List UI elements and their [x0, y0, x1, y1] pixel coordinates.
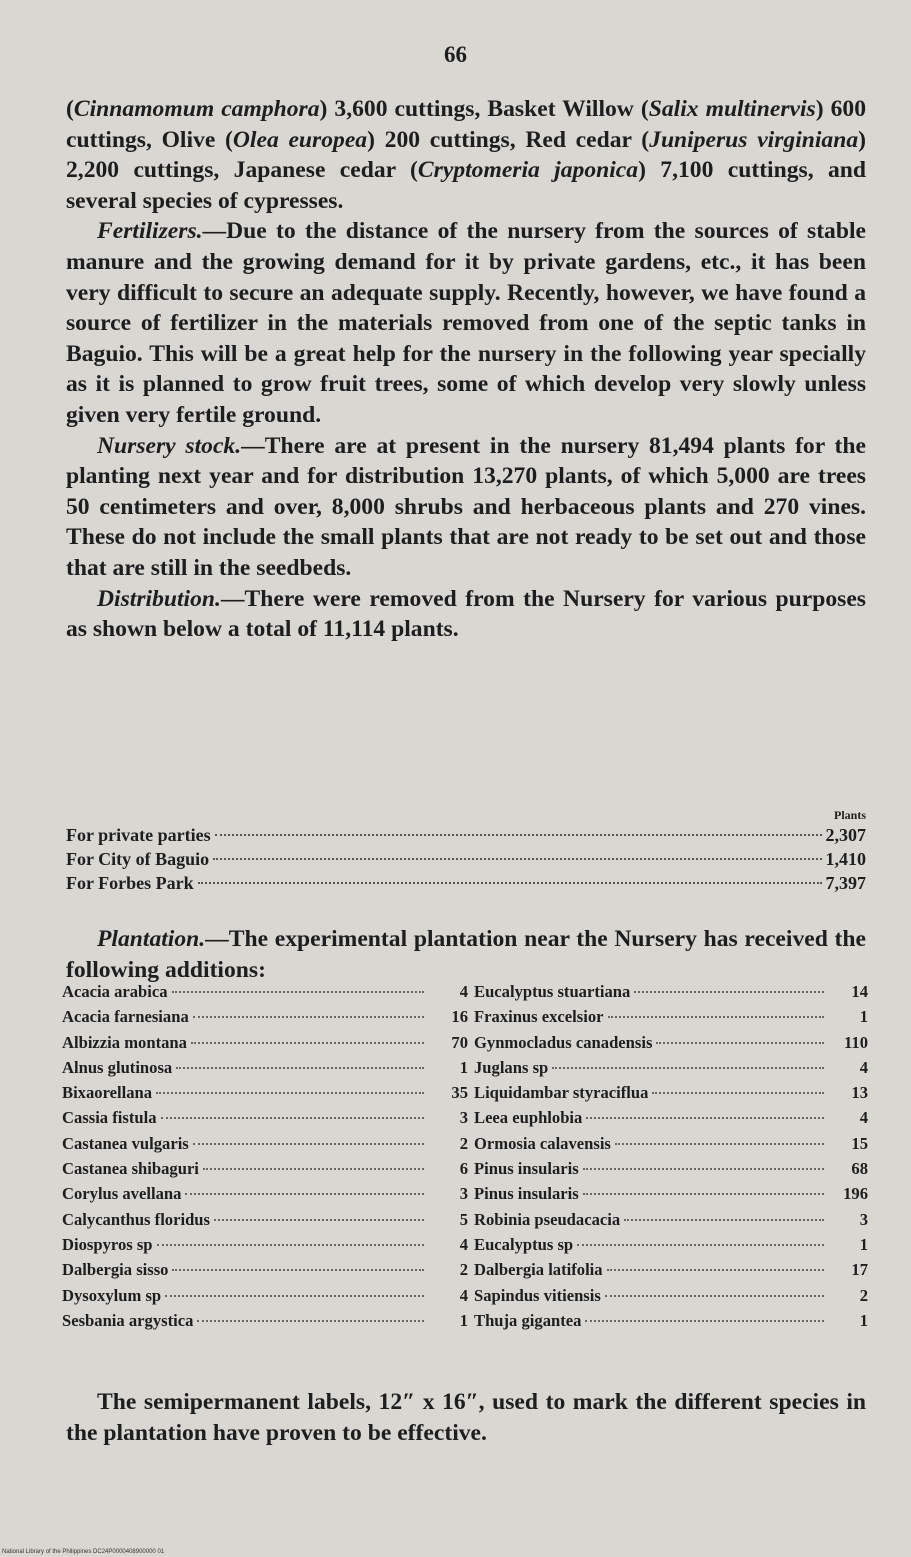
intro-text: ) 3,600 cuttings, Basket Willow ( — [319, 96, 649, 122]
species-count: 4 — [459, 1285, 468, 1305]
species-count: 35 — [451, 1083, 468, 1103]
species-name: Diospyros sp — [62, 1234, 153, 1254]
species-row — [62, 1181, 468, 1206]
species-count: 1 — [459, 1310, 468, 1330]
species-count: 3 — [459, 1184, 468, 1204]
distribution-column-header: Plants — [833, 808, 866, 822]
dot-leader — [213, 858, 821, 860]
dot-leader — [605, 1295, 824, 1297]
species-name: Liquidambar styraciflua — [474, 1083, 649, 1103]
species-name: Cinnamomum camphora — [73, 96, 320, 122]
nursery-stock-body: —There are at present in the nursery 81,494 plants for the planting next year and for distribution 13,270 plants, of which 5,000 are trees 50 centimeters and over, 8,000 shrubs and herbaceous plants and 270 vines. These do not include the small plants that are not ready to be set out and those that are still in the seedbeds. — [66, 432, 867, 581]
distribution-heading: Distribution. — [97, 585, 221, 612]
dot-leader — [583, 1168, 824, 1170]
species-name: Cryptomeria japonica — [417, 157, 639, 184]
dot-leader — [197, 1320, 424, 1322]
species-row — [468, 1257, 868, 1282]
dot-leader — [608, 1016, 824, 1018]
species-count: 1 — [859, 1234, 868, 1254]
species-row — [468, 1080, 868, 1105]
species-row — [468, 1181, 868, 1206]
distribution-label: For private parties — [66, 825, 211, 845]
closing-text — [66, 1387, 866, 1449]
dot-leader — [586, 1117, 824, 1119]
species-count: 2 — [459, 1133, 468, 1153]
species-count: 2 — [859, 1285, 868, 1305]
species-row — [62, 1156, 468, 1181]
species-count: 4 — [859, 1108, 868, 1128]
species-name: Robinia pseudacacia — [474, 1209, 621, 1229]
species-name: Thuja gigantea — [474, 1310, 582, 1330]
species-row — [468, 1131, 868, 1156]
species-column-left — [62, 979, 468, 1333]
species-count: 5 — [459, 1209, 468, 1229]
fertilizers-paragraph — [66, 216, 866, 430]
page-number: 66 — [444, 42, 467, 67]
species-count: 2 — [459, 1260, 468, 1280]
fertilizers-body: —Due to the distance of the nursery from the sources of stable manure and the growing demand for it by private gardens, etc., it has been very difficult to secure an adequate supply. Recently, however, we have found a source of fertilizer in the materials removed from one of the septic tanks in Baguio. This will be a great help for the nursery in the following year specially as it is planned to grow fruit trees, some of which develop very slowly unless given very fertile ground. — [66, 218, 866, 428]
species-name: Alnus glutinosa — [62, 1057, 173, 1077]
distribution-value: 2,307 — [825, 825, 866, 845]
intro-text: ) 600 cuttings, Olive ( — [66, 96, 866, 153]
species-row — [62, 1080, 468, 1105]
species-count: 4 — [459, 1234, 468, 1254]
dot-leader — [198, 882, 822, 884]
species-name: Gynmocladus canadensis — [474, 1032, 653, 1052]
species-row — [468, 1055, 868, 1080]
species-name: Leea euphlobia — [474, 1108, 583, 1128]
intro-text: ) 2,200 cuttings, Japanese cedar ( — [66, 126, 867, 184]
species-table — [62, 979, 868, 1333]
species-name: Castanea vulgaris — [62, 1133, 189, 1153]
species-name: Sapindus vitiensis — [474, 1285, 601, 1305]
species-count: 1 — [859, 1007, 868, 1027]
dot-leader — [172, 1269, 424, 1271]
species-row — [62, 1004, 468, 1029]
species-name: Ormosia calavensis — [474, 1133, 611, 1153]
dot-leader — [656, 1042, 824, 1044]
body-text — [66, 94, 866, 645]
species-name: Pinus insularis — [474, 1184, 579, 1204]
dot-leader — [624, 1219, 824, 1221]
species-row — [468, 1030, 868, 1055]
distribution-row — [66, 871, 866, 895]
species-row — [468, 1308, 868, 1333]
dot-leader — [634, 991, 824, 993]
dot-leader — [214, 1219, 424, 1221]
intro-paragraph — [66, 94, 866, 216]
distribution-body: —There were removed from the Nursery for various purposes as shown below a total of 11,114 plants. — [66, 585, 866, 643]
species-name: Dysoxylum sp — [62, 1285, 162, 1305]
closing-paragraph: The semipermanent labels, 12″ x 16″, used to mark the different species in the plantation have proven to be effective. — [66, 1389, 866, 1446]
species-row — [62, 1308, 468, 1333]
dot-leader — [215, 834, 822, 836]
species-row — [62, 1131, 468, 1156]
dot-leader — [607, 1269, 824, 1271]
fertilizers-heading: Fertilizers. — [97, 218, 203, 245]
dot-leader — [193, 1143, 424, 1145]
species-row — [62, 1105, 468, 1130]
species-count: 16 — [451, 1007, 468, 1027]
dot-leader — [156, 1092, 424, 1094]
species-count: 68 — [851, 1159, 868, 1179]
plantation-body: —The experimental plantation near the Nursery has received the following additions: — [66, 926, 866, 983]
distribution-table — [66, 807, 866, 895]
dot-leader — [577, 1244, 824, 1246]
nursery-stock-heading: Nursery stock. — [97, 432, 242, 459]
species-name: Eucalyptus sp — [474, 1234, 574, 1254]
species-count: 196 — [843, 1184, 868, 1204]
dot-leader — [203, 1168, 424, 1170]
species-count: 13 — [851, 1083, 868, 1103]
dot-leader — [185, 1193, 424, 1195]
species-count: 4 — [859, 1057, 868, 1077]
dot-leader — [165, 1295, 424, 1297]
species-count: 14 — [851, 982, 868, 1001]
species-name: Acacia farnesiana — [62, 1007, 189, 1027]
dot-leader — [585, 1320, 824, 1322]
intro-text: ) 7,100 cuttings, and several species of cypresses. — [66, 157, 867, 214]
species-count: 17 — [851, 1260, 868, 1280]
distribution-value: 1,410 — [825, 849, 866, 869]
nursery-stock-paragraph — [66, 431, 866, 584]
species-name: Olea europea — [232, 126, 368, 153]
species-name: Juniperus virginiana — [649, 126, 859, 153]
species-count: 1 — [859, 1310, 868, 1330]
species-name: Dalbergia latifolia — [474, 1260, 603, 1280]
species-count: 3 — [459, 1108, 468, 1128]
species-row — [468, 1004, 868, 1029]
dot-leader — [157, 1244, 424, 1246]
species-name: Albizzia montana — [62, 1032, 187, 1052]
plantation-heading: Plantation. — [97, 926, 206, 952]
distribution-label: For Forbes Park — [66, 873, 194, 893]
species-row — [468, 1232, 868, 1257]
species-row — [62, 1232, 468, 1257]
library-credit: National Library of the Philippines DC24P0000408900000 01 — [2, 1549, 165, 1555]
distribution-paragraph — [66, 584, 866, 645]
species-name: Bixaorellana — [62, 1083, 153, 1103]
species-name: Juglans sp — [474, 1057, 549, 1077]
dot-leader — [552, 1067, 824, 1069]
distribution-row — [66, 847, 866, 871]
plantation-paragraph — [66, 924, 866, 985]
species-count: 110 — [844, 1032, 868, 1052]
species-row — [62, 1283, 468, 1308]
distribution-value: 7,397 — [825, 873, 866, 893]
species-count: 70 — [451, 1032, 468, 1052]
species-count: 1 — [459, 1057, 468, 1077]
species-column-right — [468, 979, 868, 1333]
species-name: Pinus insularis — [474, 1159, 579, 1179]
species-name: Eucalyptus stuartiana — [474, 982, 631, 1001]
species-row — [468, 979, 868, 1004]
species-name: Sesbania argystica — [62, 1310, 194, 1330]
species-row — [468, 1156, 868, 1181]
species-name: Dalbergia sisso — [62, 1260, 169, 1280]
species-name: Acacia arabica — [62, 982, 168, 1001]
species-row — [468, 1283, 868, 1308]
species-name: Castanea shibaguri — [62, 1159, 199, 1179]
species-name: Salix multinervis — [648, 96, 816, 122]
plantation-text — [66, 924, 866, 985]
species-count: 4 — [459, 982, 468, 1001]
species-row — [468, 1207, 868, 1232]
species-row — [62, 1257, 468, 1282]
intro-text: ( — [66, 96, 74, 122]
dot-leader — [172, 991, 424, 993]
species-name: Cassia fistula — [62, 1108, 157, 1128]
dot-leader — [583, 1193, 824, 1195]
species-count: 3 — [859, 1209, 868, 1229]
species-row — [62, 1055, 468, 1080]
species-row — [62, 1207, 468, 1232]
species-row — [62, 1030, 468, 1055]
species-name: Calycanthus floridus — [62, 1209, 210, 1229]
dot-leader — [652, 1092, 824, 1094]
species-count: 15 — [851, 1133, 868, 1153]
species-name: Fraxinus excelsior — [474, 1007, 604, 1027]
species-count: 6 — [459, 1159, 468, 1179]
distribution-label: For City of Baguio — [66, 849, 210, 869]
species-row — [468, 1105, 868, 1130]
intro-text: ) 200 cuttings, Red cedar ( — [367, 126, 650, 153]
dot-leader — [191, 1042, 424, 1044]
dot-leader — [193, 1016, 424, 1018]
distribution-row — [66, 823, 866, 847]
dot-leader — [615, 1143, 824, 1145]
species-row — [62, 979, 468, 1004]
dot-leader — [161, 1117, 424, 1119]
species-name: Corylus avellana — [62, 1184, 182, 1204]
dot-leader — [176, 1067, 424, 1069]
